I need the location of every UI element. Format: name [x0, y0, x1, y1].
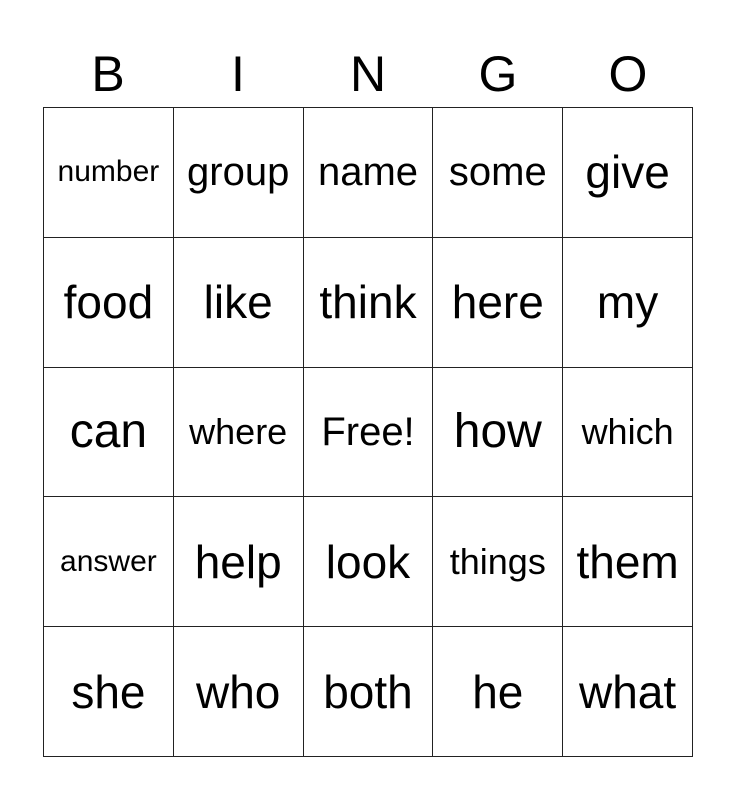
bingo-cell: who [174, 627, 304, 757]
bingo-cell: here [433, 238, 563, 368]
bingo-cell: she [44, 627, 174, 757]
bingo-cell: look [304, 497, 434, 627]
header-letter-i: I [231, 46, 245, 102]
bingo-cell: name [304, 108, 434, 238]
bingo-cell: like [174, 238, 304, 368]
header-letter-b: B [91, 46, 125, 102]
bingo-cell: where [174, 368, 304, 498]
bingo-cell: can [44, 368, 174, 498]
bingo-cell: them [563, 497, 693, 627]
bingo-cell: some [433, 108, 563, 238]
bingo-cell: give [563, 108, 693, 238]
bingo-cell: help [174, 497, 304, 627]
header-letter-g: G [478, 46, 518, 102]
bingo-cell: he [433, 627, 563, 757]
bingo-cell: my [563, 238, 693, 368]
bingo-cell: group [174, 108, 304, 238]
bingo-cell: both [304, 627, 434, 757]
bingo-cell: what [563, 627, 693, 757]
bingo-cell: which [563, 368, 693, 498]
header-letter-o: O [608, 46, 648, 102]
free-space-cell: Free! [304, 368, 434, 498]
bingo-cell: answer [44, 497, 174, 627]
bingo-cell: how [433, 368, 563, 498]
bingo-cell: think [304, 238, 434, 368]
bingo-cell: things [433, 497, 563, 627]
bingo-header [43, 44, 693, 104]
bingo-card [43, 107, 693, 757]
bingo-cell: food [44, 238, 174, 368]
bingo-cell: number [44, 108, 174, 238]
header-letter-n: N [349, 46, 387, 102]
